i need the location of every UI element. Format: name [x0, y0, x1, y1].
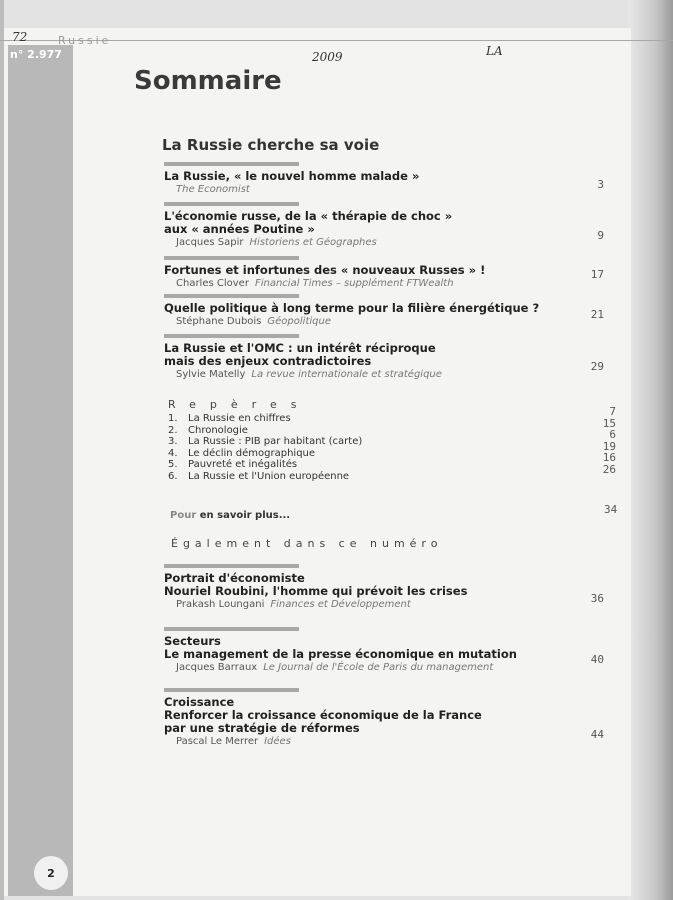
article-title: Renforcer la croissance économique de la France — [164, 708, 482, 722]
item-number: 6. — [168, 470, 178, 482]
article-title: L'économie russe, de la « thérapie de choc » — [164, 209, 453, 223]
item-number: 1. — [168, 413, 178, 424]
savoir-rest: en savoir plus... — [199, 510, 291, 521]
article-source: La revue internationale et stratégique — [251, 369, 442, 380]
list-item[interactable] — [168, 471, 616, 483]
article-source: Géopolitique — [267, 316, 331, 327]
article-entry[interactable] — [164, 564, 604, 611]
page-gutter-shadow — [628, 0, 673, 900]
article-author: Jacques Barraux — [176, 662, 258, 673]
article-page: 3 — [597, 178, 604, 191]
reperes-pages — [603, 406, 616, 475]
article-title: La Russie et l'OMC : un intérêt réciproque — [164, 341, 436, 355]
article-title: Nouriel Roubini, l'homme qui prévoit les crises — [164, 584, 468, 598]
article-source: Idées — [264, 736, 291, 747]
section-title: La Russie cherche sa voie — [162, 136, 380, 154]
article-author: Pascal Le Merrer — [176, 736, 259, 747]
article-page: 17 — [590, 268, 604, 281]
article-page: 44 — [590, 728, 604, 741]
article-title: Secteurs — [164, 634, 221, 648]
list-item[interactable] — [168, 413, 616, 425]
list-item[interactable] — [168, 425, 616, 437]
article-source: Le Journal de l'École de Paris du management — [263, 662, 494, 673]
item-page: 7 — [609, 405, 616, 418]
article-title: mais des enjeux contradictoires — [164, 354, 372, 368]
article-title: Croissance — [164, 695, 235, 709]
entry-bar — [164, 627, 299, 631]
article-meta — [176, 368, 604, 381]
issue-number: n° 2.977 — [10, 48, 62, 61]
item-number: 4. — [168, 447, 178, 459]
item-label: La Russie en chiffres — [188, 413, 291, 424]
reperes-heading: Repères — [168, 398, 311, 411]
article-source: Financial Times – supplément FTWealth — [254, 278, 454, 289]
reperes-list — [168, 413, 616, 482]
reperes-block — [168, 398, 616, 482]
entry-bar — [164, 202, 299, 206]
article-entry[interactable] — [164, 627, 604, 674]
article-meta — [176, 315, 604, 328]
article-entry[interactable] — [164, 334, 604, 381]
item-number: 2. — [168, 424, 178, 436]
item-label: Chronologie — [188, 424, 248, 436]
article-entry[interactable] — [164, 256, 604, 290]
savoir-link[interactable] — [170, 510, 290, 521]
entry-bar — [164, 162, 299, 166]
article-author: Stéphane Dubois — [176, 316, 262, 327]
item-number: 3. — [168, 436, 178, 447]
article-author: Charles Clover — [176, 278, 249, 289]
article-author: Jacques Sapir — [176, 237, 244, 248]
article-title: Portrait d'économiste — [164, 571, 305, 585]
entry-bar — [164, 256, 299, 260]
handwritten-year: 2009 — [312, 50, 343, 64]
item-page: 16 — [602, 451, 616, 464]
article-title: Le management de la presse économique en mutation — [164, 647, 517, 661]
item-label: La Russie et l'Union européenne — [188, 470, 350, 482]
handwritten-number: 72 — [12, 30, 28, 44]
article-meta — [176, 183, 604, 196]
article-title: Fortunes et infortunes des « nouveaux Russes » ! — [164, 263, 486, 277]
article-entry[interactable] — [164, 202, 604, 249]
article-meta — [176, 661, 604, 674]
list-item[interactable] — [168, 436, 616, 448]
sidebar-strip — [8, 45, 73, 896]
article-title: La Russie, « le nouvel homme malade » — [164, 169, 420, 183]
item-page: 15 — [602, 416, 616, 430]
item-number: 5. — [168, 459, 178, 470]
item-label: Pauvreté et inégalités — [188, 459, 298, 470]
article-meta — [176, 277, 604, 290]
article-page: 36 — [590, 592, 604, 605]
scan-left-edge — [0, 0, 4, 900]
item-page: 26 — [602, 462, 616, 476]
article-meta — [176, 236, 604, 249]
article-source: Finances et Développement — [270, 599, 411, 610]
page-title: Sommaire — [134, 66, 282, 96]
article-entry[interactable] — [164, 162, 604, 196]
item-label: La Russie : PIB par habitant (carte) — [188, 436, 363, 447]
article-source: The Economist — [176, 184, 250, 195]
article-meta — [176, 598, 604, 611]
article-page: 29 — [590, 360, 604, 373]
item-page: 19 — [602, 439, 616, 453]
article-page: 21 — [590, 308, 604, 321]
egalement-heading: Également dans ce numéro — [171, 537, 443, 550]
article-author: Sylvie Matelly — [176, 369, 246, 380]
article-page: 9 — [597, 229, 604, 242]
article-entry[interactable] — [164, 688, 604, 748]
entry-bar — [164, 564, 299, 568]
rubric-label: Russie — [58, 34, 112, 47]
savoir-pour: Pour — [170, 510, 197, 521]
article-entry[interactable] — [164, 294, 604, 328]
list-item[interactable] — [168, 459, 616, 471]
item-label: Le déclin démographique — [188, 447, 316, 459]
article-meta — [176, 735, 604, 748]
entry-bar — [164, 688, 299, 692]
article-title: aux « années Poutine » — [164, 222, 315, 236]
page-number-badge: 2 — [34, 856, 68, 890]
article-title: Quelle politique à long terme pour la filière énergétique ? — [164, 301, 540, 315]
article-title: par une stratégie de réformes — [164, 721, 360, 735]
entry-bar — [164, 334, 299, 338]
savoir-page: 34 — [604, 503, 618, 516]
list-item[interactable] — [168, 448, 616, 460]
item-page: 6 — [609, 428, 616, 441]
article-author: Prakash Loungani — [176, 599, 265, 610]
article-page: 40 — [590, 653, 604, 666]
handwritten-initials: LA — [486, 44, 503, 58]
entry-bar — [164, 294, 299, 298]
article-source: Historiens et Géographes — [249, 237, 377, 248]
